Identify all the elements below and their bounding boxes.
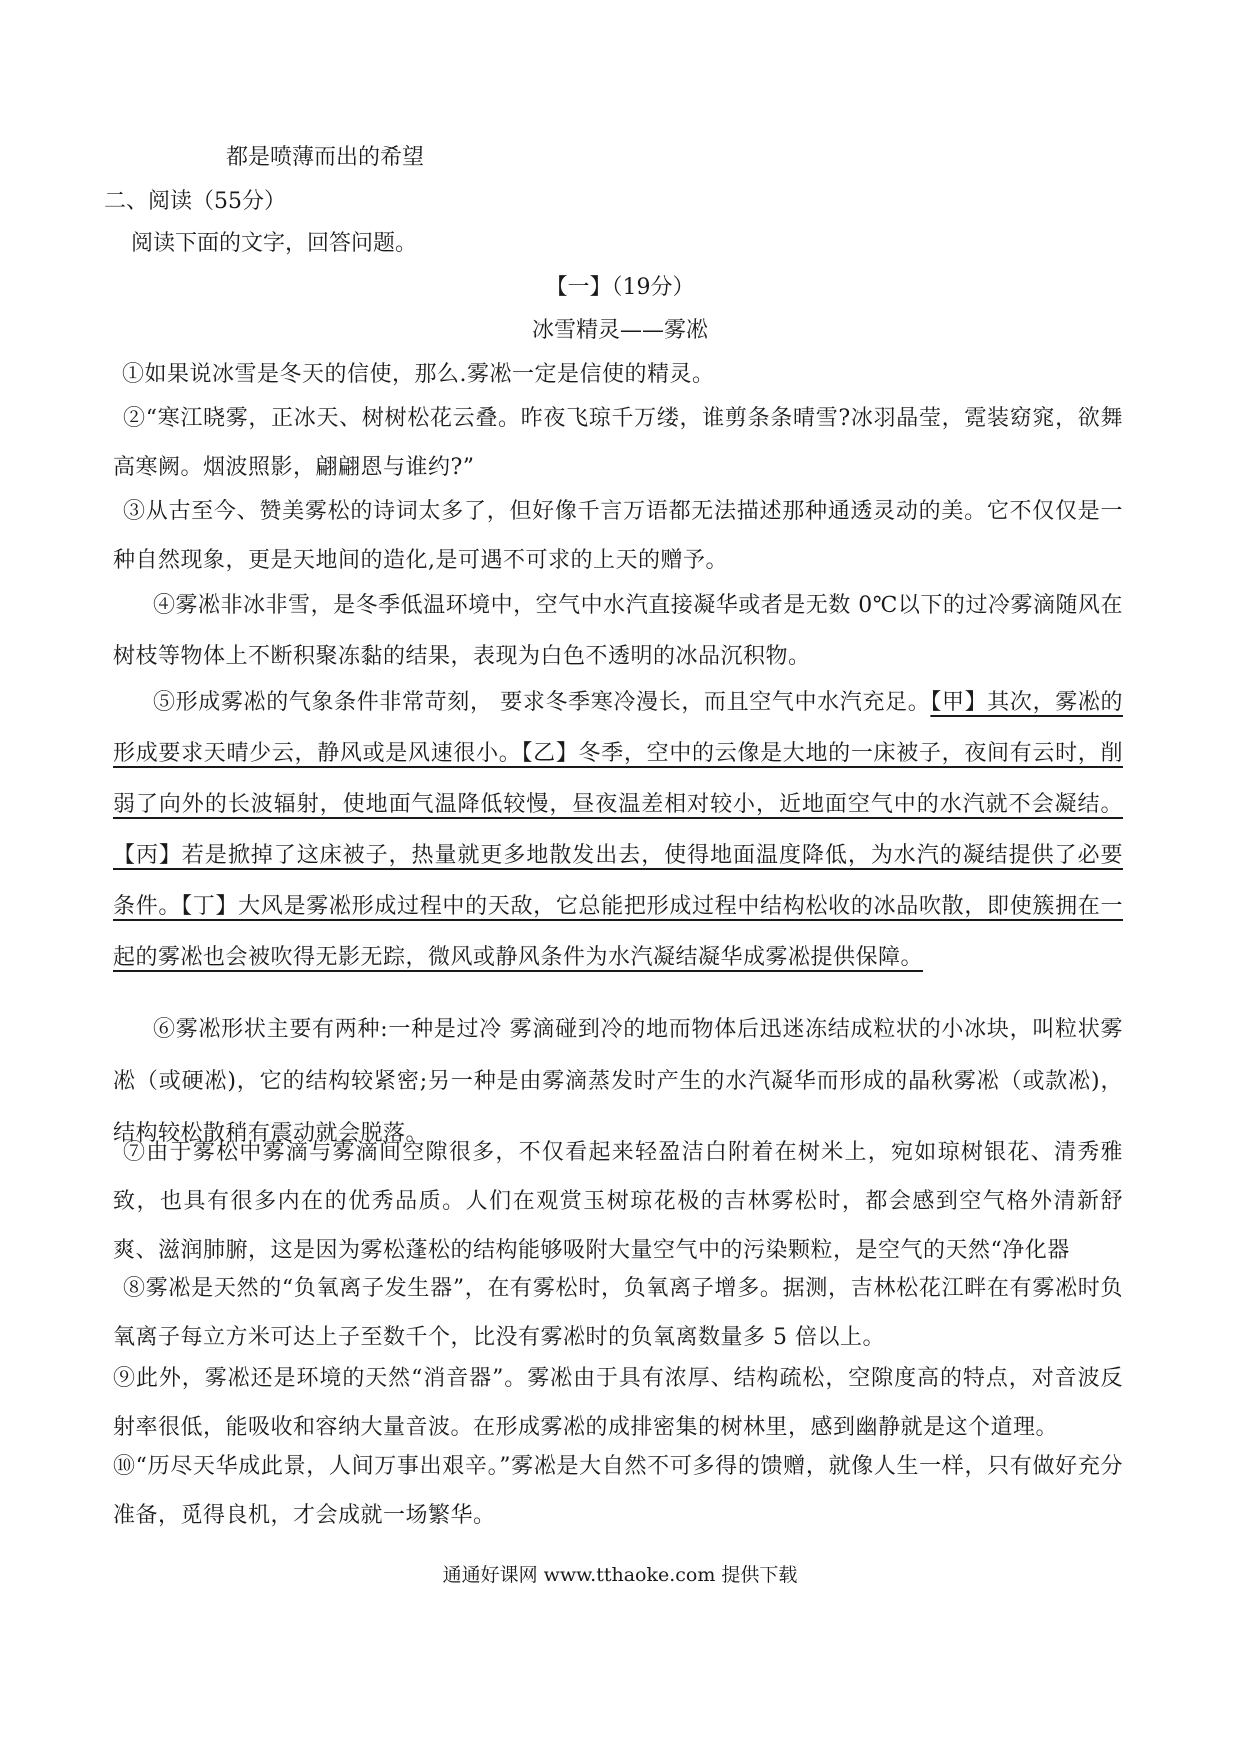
paragraph-3: ③从古至今、赞美雾松的诗词太多了，但好像千言万语都无法描述那种通透灵动的美。它不仅仅是一种自然现象，更是天地间的造化,是可遇不可求的上天的赠予。: [113, 499, 1123, 573]
paragraph-8: ⑧雾凇是天然的“负氧离子发生器”，在有雾松时，负氧离子增多。据测，吉林松花江畔在有雾凇时负氧离子每立方米可达上子至数千个，比没有雾凇时的负氧离数量多 5 倍以上。: [113, 1276, 1123, 1350]
paragraph-10: ⑩“历尽天华成此景，人间万事出艰辛。”雾凇是大自然不可多得的馈赠，就像人生一样，只有做好充分准备，觅得良机，才会成就一场繁华。: [113, 1454, 1123, 1528]
paragraph-6: ⑥雾凇形状主要有两种:一种是过冷 雾滴碰到冷的地而物体后迅迷冻结成粒状的小冰块，叫粒状雾凇（或硬凇)，它的结构较紧密;另一种是由雾滴蒸发时产生的水汽凝华而形成的晶秋雾凇（或款凇)，结构较松散稍有震动就会脱落。: [113, 1017, 1123, 1146]
paragraph-9: ⑨此外，雾凇还是环境的天然“消音器”。雾凇由于具有浓厚、结构疏松，空隙度高的特点，对音波反射率很低，能吸收和容纳大量音波。在形成雾凇的成排密集的树林里，感到幽静就是这个道理。: [113, 1366, 1123, 1440]
part-label: 【一】（19分）: [545, 275, 695, 300]
paragraph-4: ④雾凇非冰非雪，是冬季低温环境中，空气中水汽直接凝华或者是无数 0℃以下的过冷雾滴随风在树枝等物体上不断积聚冻黏的结果，表现为白色不透明的冰品沉积物。: [113, 593, 1123, 669]
paragraph-5-underlined-passage: 【甲】其次，雾凇的形成要求天晴少云，静风或是风速很小。【乙】冬季，空中的云像是大地的一床被子，夜间有云时，削弱了向外的长波辐射，使地面气温降低较慢，昼夜温差相对较小，近地面空气中的水汽就不会凝结。【丙】若是掀掉了这床被子，热量就更多地散发出去，使得地面温度降低，为水汽的凝结提供了必要条件。【丁】大风是雾凇形成过程中的天敌，它总能把形成过程中结构松收的冰品吹散，即使簇拥在一起的雾凇也会被吹得无影无踪，微风或静风条件为水汽凝结凝华成雾凇提供保障。: [113, 690, 1123, 970]
paragraph-1: ①如果说冰雪是冬天的信使，那么.雾凇一定是信使的精灵。: [122, 362, 715, 387]
article-title: 冰雪精灵——雾凇: [531, 318, 708, 343]
paragraph-7: ⑦由于雾松中雾滴与雾滴间空隙很多，不仅看起来轻盈洁白附着在树米上，宛如琼树银花、清秀雅致，也具有很多内在的优秀品质。人们在观赏玉树琼花极的吉林雾松时，都会感到空气格外清新舒爽、滋润肺腑，这是因为雾松蓬松的结构能够吸附大量空气中的污染颗粒，是空气的天然“净化器: [113, 1140, 1123, 1263]
paragraph-2: ②“寒江晓雾，正冰天、树树松花云叠。昨夜飞琼千万缕，谁剪条条晴雪?冰羽晶莹，霓装窈窕，欲舞高寒阙。烟波照影，翩翩恩与谁约?”: [113, 406, 1123, 480]
page-footer: 通通好课网 www.tthaoke.com 提供下载: [442, 1564, 798, 1586]
paragraph-5-intro: ⑤形成雾凇的气象条件非常苛刻， 要求冬季寒冷漫长，而且空气中水汽充足。: [153, 690, 931, 715]
reading-instruction: 阅读下面的文字，回答问题。: [131, 231, 418, 256]
section-heading: 二、阅读（55分）: [104, 189, 286, 214]
paragraph-5: [113, 677, 1123, 983]
poem-closing-line: 都是喷薄而出的希望: [226, 145, 425, 170]
